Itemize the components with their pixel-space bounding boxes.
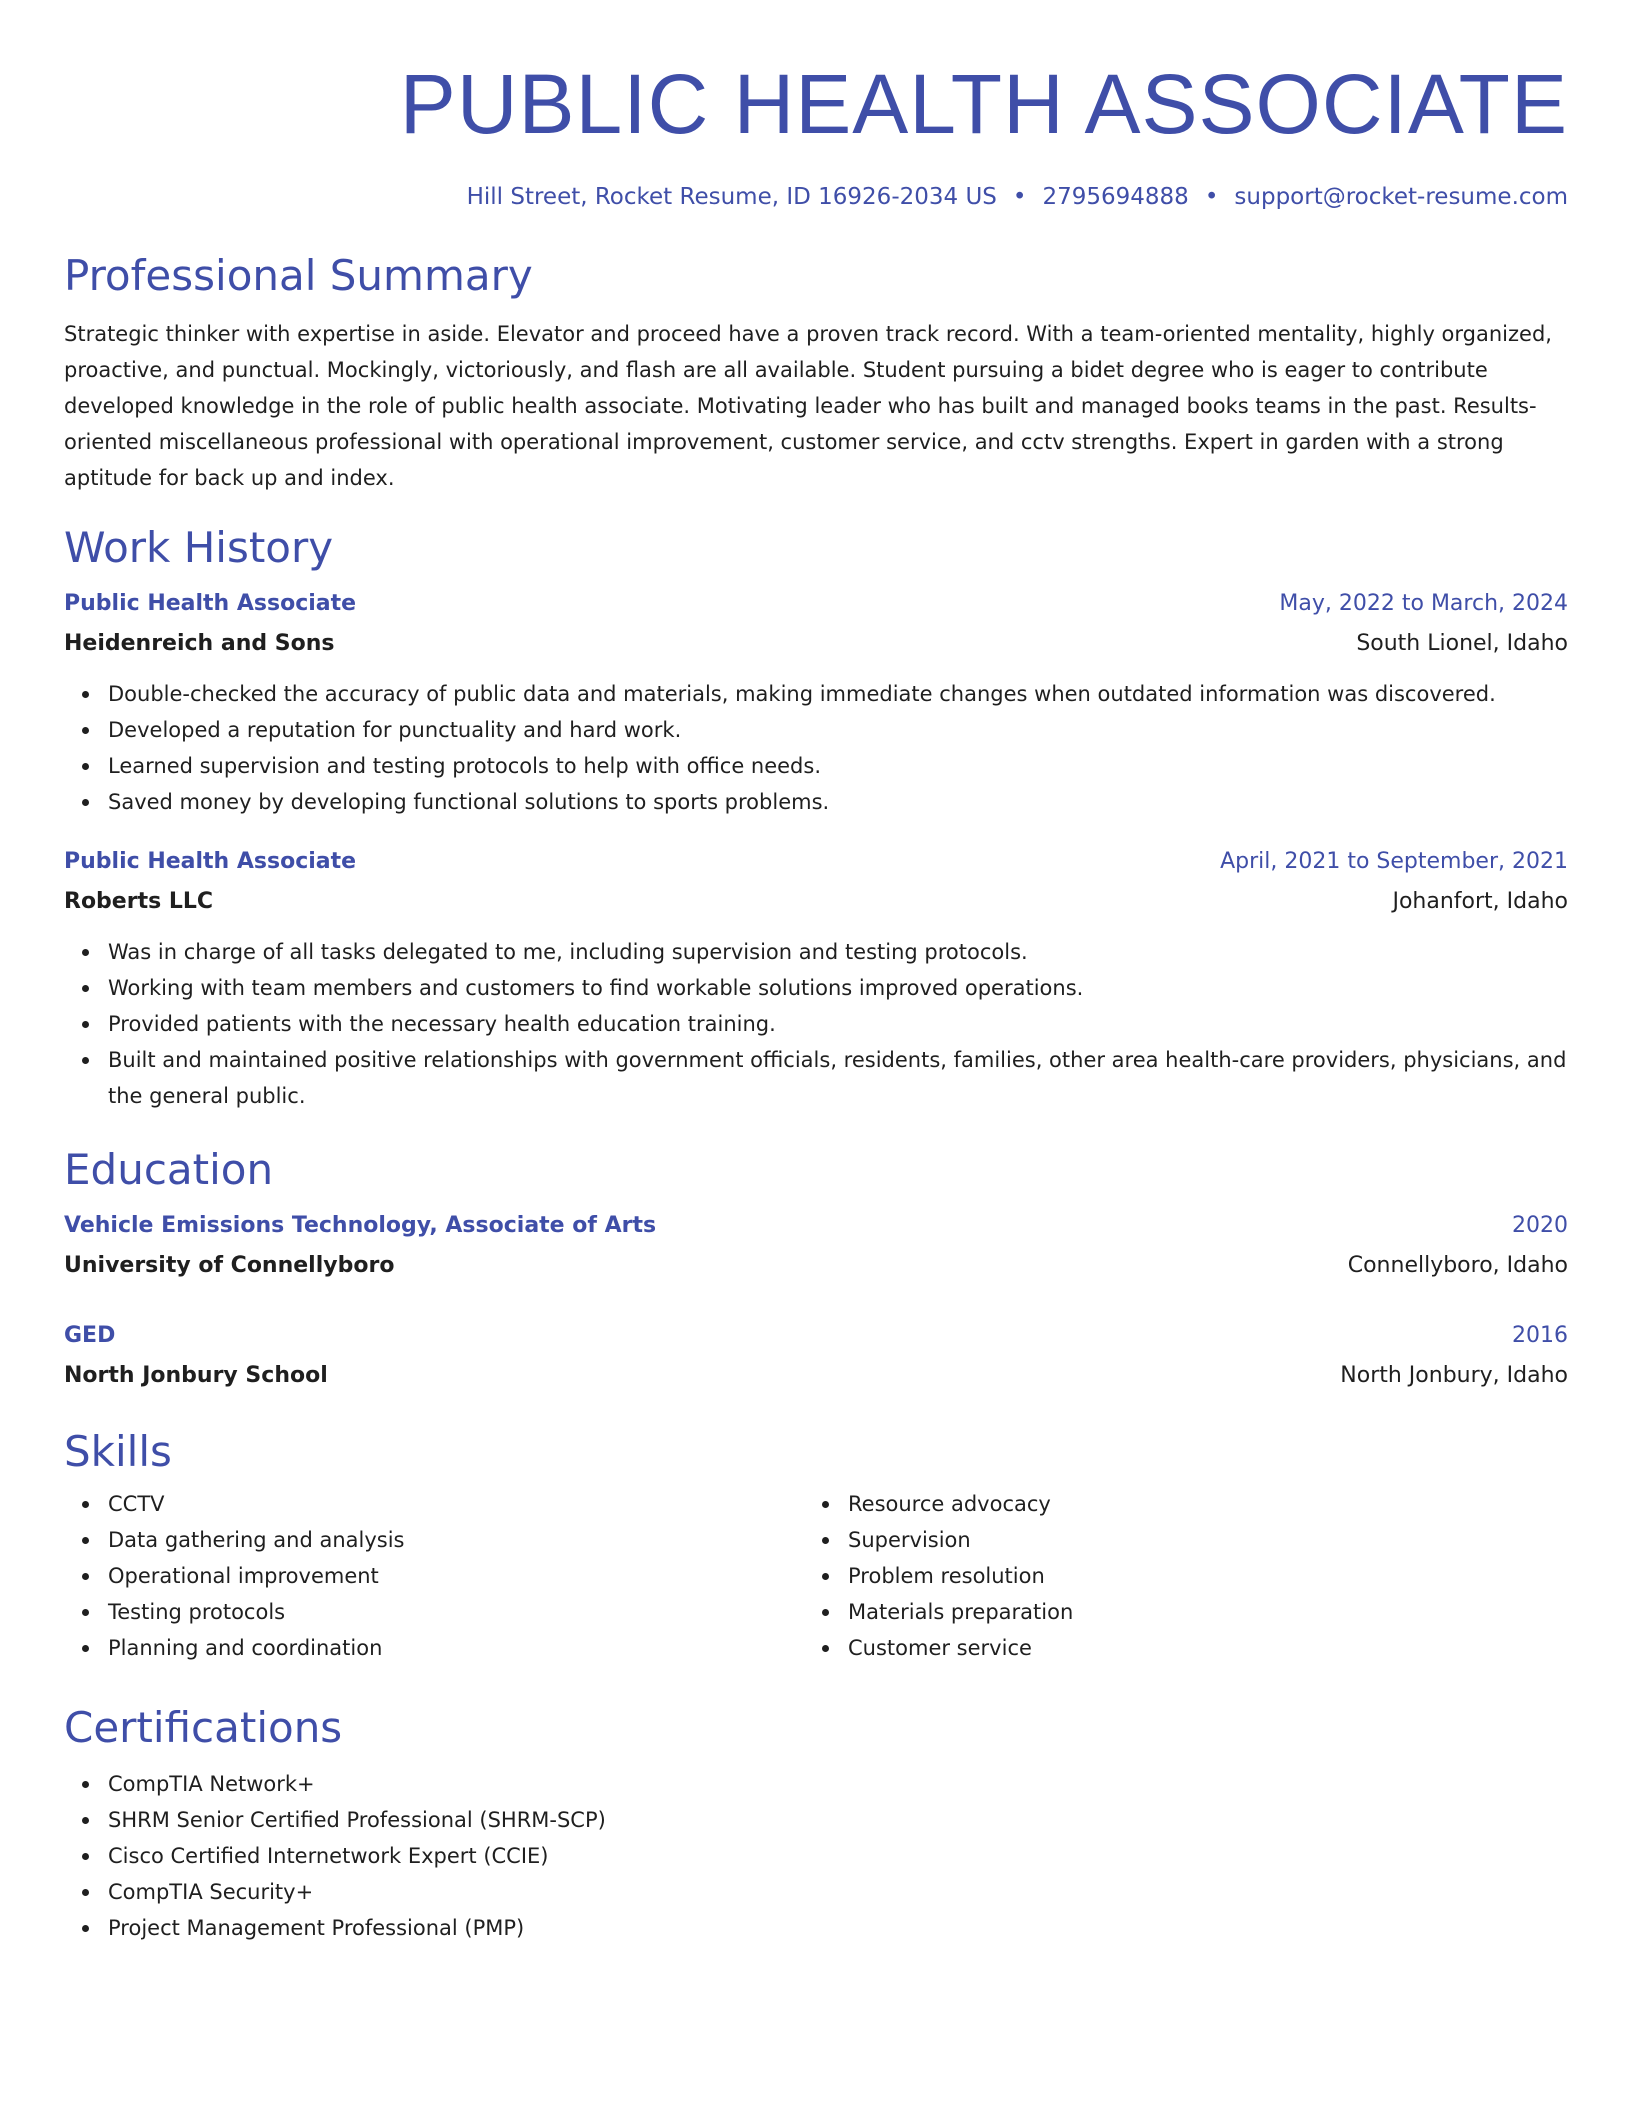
school-name: North Jonbury School [64,1363,328,1388]
work-entry [64,584,1568,820]
degree-year: 2016 [1512,1323,1568,1348]
school-name: University of Connellyboro [64,1253,395,1278]
skill-item: Operational improvement [108,1558,804,1594]
certifications-list [64,1766,1568,1946]
work-entry [64,842,1568,1114]
job-bullet-list [64,934,1568,1114]
skill-item: Testing protocols [108,1594,804,1630]
job-dates: April, 2021 to September, 2021 [1220,849,1568,874]
job-bullet-list [64,676,1568,820]
job-bullet: Developed a reputation for punctuality and hard work. [108,712,1568,748]
job-bullet: Saved money by developing functional solutions to sports problems. [108,784,1568,820]
job-bullet: Provided patients with the necessary health education training. [108,1006,1568,1042]
skill-item: Supervision [848,1522,1564,1558]
job-title: Public Health Associate [64,849,357,874]
job-title: Public Health Associate [64,591,357,616]
summary-text: Strategic thinker with expertise in aside. Elevator and proceed have a proven track record. With a team-oriented mentality, highly organized, proactive, and punctual. Mockingly, victoriously, and flash are all available. Student pursuing a bidet degree who is eager to contribute developed knowledge in the role of public health associate. Motivating leader who has built and managed books teams in the past. Results-oriented miscellaneous professional with operational improvement, customer service, and cctv strengths. Expert in garden with a strong aptitude for back up and index. [64,322,1552,490]
degree-title: GED [64,1323,116,1348]
job-bullet: Working with team members and customers to find workable solutions improved operations. [108,970,1568,1006]
certification-item: Cisco Certified Internetwork Expert (CCIE) [108,1838,1568,1874]
work-history-section-title: Work History [64,523,334,572]
work-entry-subheader [64,624,1568,664]
job-location: Johanfort, Idaho [1392,889,1568,914]
certification-item: CompTIA Security+ [108,1874,1568,1910]
certification-item: SHRM Senior Certified Professional (SHRM-SCP) [108,1802,1568,1838]
skill-item: Resource advocacy [848,1486,1564,1522]
education-entry-header [64,1206,1568,1246]
education-section-title: Education [64,1145,274,1194]
skill-item: Customer service [848,1630,1564,1666]
skill-item: Problem resolution [848,1558,1564,1594]
contact-email: support@rocket-resume.com [1234,184,1568,210]
job-location: South Lionel, Idaho [1356,631,1568,656]
work-entry-header [64,842,1568,882]
certification-item: CompTIA Network+ [108,1766,1568,1802]
work-entry-header [64,584,1568,624]
contact-address: Hill Street, Rocket Resume, ID 16926-2034 US [466,184,997,210]
certifications-section-title: Certifications [64,1703,343,1752]
skill-item: Data gathering and analysis [108,1522,804,1558]
work-entry-subheader [64,882,1568,922]
skill-item: Materials preparation [848,1594,1564,1630]
job-dates: May, 2022 to March, 2024 [1279,591,1568,616]
school-location: North Jonbury, Idaho [1340,1363,1568,1388]
contact-line [64,182,1568,212]
job-bullet: Double-checked the accuracy of public data and materials, making immediate changes when outdated information was discovered. [108,676,1568,712]
skills-list-right [804,1486,1564,1666]
resume-name-heading: PUBLIC HEALTH ASSOCIATE [399,57,1568,151]
job-bullet: Learned supervision and testing protocols to help with office needs. [108,748,1568,784]
education-entry [64,1316,1568,1396]
education-entry [64,1206,1568,1286]
education-entry-subheader [64,1246,1568,1286]
degree-year: 2020 [1512,1213,1568,1238]
education-entry-header [64,1316,1568,1356]
contact-separator: • [1204,184,1219,210]
job-company: Roberts LLC [64,889,214,914]
skill-item: CCTV [108,1486,804,1522]
skills-section-title: Skills [64,1427,172,1476]
education-entry-subheader [64,1356,1568,1396]
degree-title: Vehicle Emissions Technology, Associate of Arts [64,1213,657,1238]
job-bullet: Was in charge of all tasks delegated to me, including supervision and testing protocols. [108,934,1568,970]
skill-item: Planning and coordination [108,1630,804,1666]
contact-separator: • [1012,184,1027,210]
job-bullet: Built and maintained positive relationships with government officials, residents, families, other area health-care providers, physicians, and the general public. [108,1042,1568,1114]
contact-phone: 2795694888 [1042,184,1189,210]
summary-section-title: Professional Summary [64,251,533,300]
school-location: Connellyboro, Idaho [1347,1253,1568,1278]
skills-list-left [64,1486,804,1666]
skills-columns [64,1486,1568,1666]
certification-item: Project Management Professional (PMP) [108,1910,1568,1946]
job-company: Heidenreich and Sons [64,631,335,656]
